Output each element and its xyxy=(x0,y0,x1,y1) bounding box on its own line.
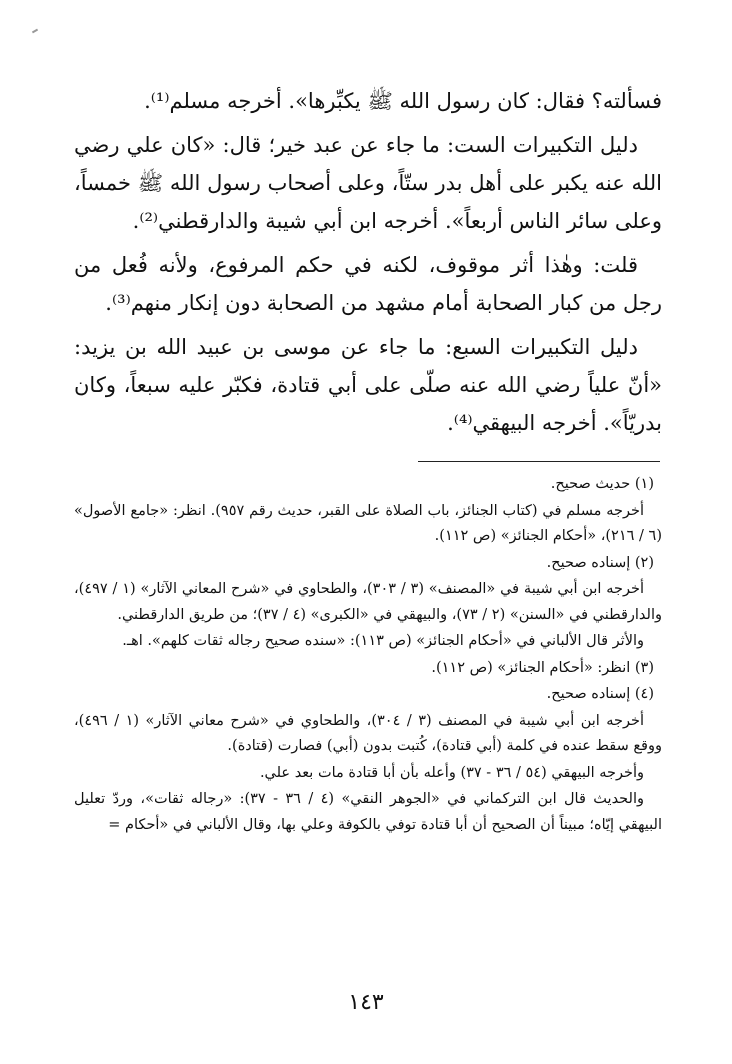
footnote-4-text: أخرجه ابن أبي شيبة في المصنف (٣ / ٣٠٤)، والطحاوي في «شرح معاني الآثار» (١ / ٤٩٦)، ووقع سقط عنده في كلمة (أبي قتادة)، كُتبت بدون (أبي) فصارت (قتادة). xyxy=(74,712,662,754)
footnote-4-title: (٤) إسناده صحيح. xyxy=(546,686,654,702)
scan-mark xyxy=(32,29,38,34)
footnote-1-title: (١) حديث صحيح. xyxy=(550,476,654,492)
paragraph-4: دليل التكبيرات السبع: ما جاء عن موسى بن عبيد الله بن يزيد: «أنّ علياً رضي الله عنه صلّى على أبي قتادة، فكبّر عليه سبعاً، وكان بدريّاً». أخرجه البيهقي⁽⁴⁾. xyxy=(74,335,662,435)
footnote-2-text: أخرجه ابن أبي شيبة في «المصنف» (٣ / ٣٠٣)، والطحاوي في «شرح المعاني الآثار» (١ / ٤٩٧)، والدارقطني في «السنن» (٢ / ٧٣)، والبيهقي في «الكبرى» (٤ / ٣٧)؛ من طريق الدارقطني. xyxy=(74,581,662,623)
paragraph-1: فسألته؟ فقال: كان رسول الله ﷺ يكبِّرها». أخرجه مسلم⁽¹⁾. xyxy=(144,89,662,113)
main-text xyxy=(74,82,662,448)
footnote-divider xyxy=(418,461,660,462)
page-number: ١٤٣ xyxy=(348,990,384,1015)
footnote-4-text-3: والحديث قال ابن التركماني في «الجوهر النقي» (٤ / ٣٦ - ٣٧): «رجاله ثقات»، وردّ تعليل البيهقي إيّاه؛ مبيناً أن الصحيح أن أبا قتادة توفي بالكوفة وعلي بها، وقال الألباني في «أحكام = xyxy=(74,791,662,833)
paragraph-2: دليل التكبيرات الست: ما جاء عن عبد خير؛ قال: «كان علي رضي الله عنه يكبر على أهل بدر ستّاً، وعلى أصحاب رسول الله ﷺ خمساً، وعلى سائر الناس أربعاً». أخرجه ابن أبي شيبة والدارقطني⁽²⁾. xyxy=(74,133,662,233)
footnote-2-text-2: والأثر قال الألباني في «أحكام الجنائز» (ص ١١٣): «سنده صحيح رجاله ثقات كلهم». اهـ. xyxy=(122,633,644,649)
footnotes xyxy=(74,472,662,839)
footnote-4-text-2: وأخرجه البيهقي (٥٤ / ٣٦ - ٣٧) وأعله بأن أبا قتادة مات بعد علي. xyxy=(259,764,644,781)
footnote-3-title: (٣) انظر: «أحكام الجنائز» (ص ١١٢). xyxy=(431,659,654,676)
footnote-1-text: أخرجه مسلم في (كتاب الجنائز، باب الصلاة على القبر، حديث رقم ٩٥٧). انظر: «جامع الأصول» (٦ / ٢١٦)، «أحكام الجنائز» (ص ١١٢). xyxy=(74,502,662,544)
footnote-2-title: (٢) إسناده صحيح. xyxy=(546,554,654,571)
paragraph-3: قلت: وهٰذا أثر موقوف، لكنه في حكم المرفوع، ولأنه فُعل من رجل من كبار الصحابة أمام مشهد من الصحابة دون إنكار منهم⁽³⁾. xyxy=(74,253,662,315)
